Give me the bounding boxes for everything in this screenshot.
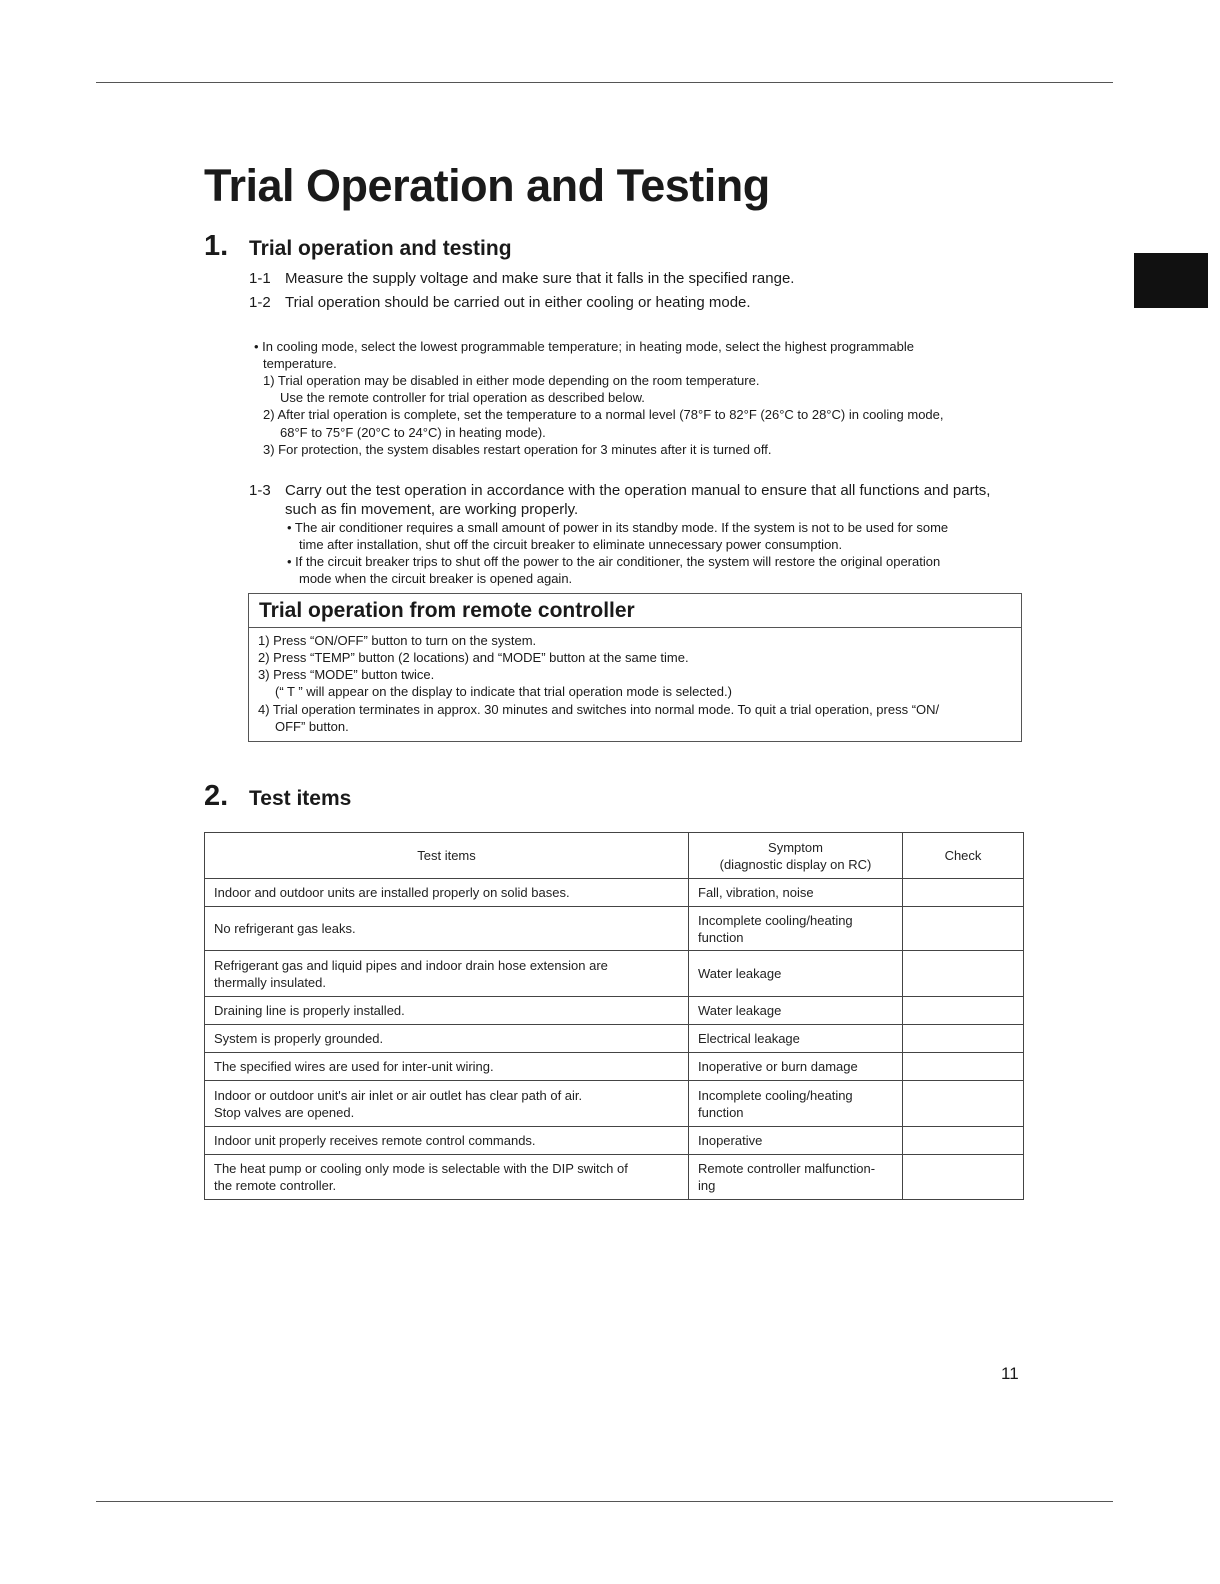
step-bullet: time after installation, shut off the circuit breaker to eliminate unnecessary power consumption.: [299, 537, 843, 552]
remote-trial-line: 2) Press “TEMP” button (2 locations) and “MODE” button at the same time.: [258, 650, 689, 665]
cell-line: Fall, vibration, noise: [698, 885, 814, 900]
step-bullet: mode when the circuit breaker is opened again.: [299, 571, 573, 586]
section-1-heading: [204, 230, 512, 263]
remote-trial-title: Trial operation from remote controller: [249, 594, 1021, 628]
symptom-cell: [689, 1155, 903, 1200]
symptom-cell: [689, 1025, 903, 1053]
symptom-cell: [689, 907, 903, 951]
step-1-3: [249, 482, 990, 499]
check-cell[interactable]: [903, 951, 1024, 997]
test-item-cell: [205, 1155, 689, 1200]
cell-line: Incomplete cooling/heating: [698, 912, 853, 928]
cell-line: Indoor unit properly receives remote control commands.: [214, 1133, 536, 1148]
cell-line: Inoperative or burn damage: [698, 1059, 858, 1074]
check-cell[interactable]: [903, 1127, 1024, 1155]
symptom-cell: [689, 879, 903, 907]
step-bullet: • The air conditioner requires a small amount of power in its standby mode. If the system is not to be used for some: [287, 520, 949, 535]
section-1-number: 1.: [204, 230, 229, 262]
cell-line: Incomplete cooling/heating: [698, 1087, 853, 1103]
table-row: [205, 997, 1024, 1025]
section-tab-marker: [1134, 253, 1208, 308]
step-bullet: • If the circuit breaker trips to shut off the power to the air conditioner, the system will restore the original operation: [287, 554, 941, 569]
test-item-cell: [205, 1053, 689, 1081]
symptom-cell: [689, 951, 903, 997]
header-test-items: Test items: [205, 833, 689, 879]
page-number: 11: [1001, 1364, 1019, 1383]
cell-line: Inoperative: [698, 1133, 763, 1148]
step-text: Trial operation should be carried out in either cooling or heating mode.: [285, 294, 751, 311]
cell-line: No refrigerant gas leaks.: [214, 921, 356, 936]
cell-line: Indoor and outdoor units are installed properly on solid bases.: [214, 885, 570, 900]
symptom-cell: [689, 1127, 903, 1155]
test-item-cell: [205, 1127, 689, 1155]
test-item-cell: [205, 1025, 689, 1053]
note-line: temperature.: [263, 356, 337, 371]
cell-line: Stop valves are opened.: [214, 1104, 355, 1120]
test-item-cell: [205, 997, 689, 1025]
step-number: 1-2: [249, 294, 271, 311]
cell-line: function: [698, 1104, 744, 1120]
section-2-number: 2.: [204, 780, 229, 812]
table-row: [205, 907, 1024, 951]
section-1-title: Trial operation and testing: [249, 237, 512, 260]
table-row: [205, 1053, 1024, 1081]
check-cell[interactable]: [903, 879, 1024, 907]
check-cell[interactable]: [903, 907, 1024, 951]
cell-line: Refrigerant gas and liquid pipes and indoor drain hose extension are: [214, 957, 608, 973]
table-row: [205, 1155, 1024, 1200]
table-row: [205, 879, 1024, 907]
remote-trial-line: (“ T ” will appear on the display to indicate that trial operation mode is selected.): [275, 684, 732, 699]
header-check: Check: [903, 833, 1024, 879]
header-symptom-line2: (diagnostic display on RC): [719, 856, 872, 872]
bottom-rule: [96, 1501, 1113, 1502]
remote-trial-box: [248, 593, 1022, 742]
remote-trial-line: 1) Press “ON/OFF” button to turn on the system.: [258, 633, 537, 648]
table-row: [205, 1081, 1024, 1127]
check-cell[interactable]: [903, 997, 1024, 1025]
cell-line: The specified wires are used for inter-unit wiring.: [214, 1059, 494, 1074]
step-number: 1-3: [249, 482, 271, 499]
step-number: 1-1: [249, 270, 271, 287]
remote-trial-line: 4) Trial operation terminates in approx. 30 minutes and switches into normal mode. To quit a trial operation, press “ON/: [258, 702, 940, 717]
cell-line: ing: [698, 1178, 716, 1193]
section-2-title: Test items: [249, 787, 352, 810]
symptom-cell: [689, 1053, 903, 1081]
top-rule: [96, 82, 1113, 83]
remote-trial-line: 3) Press “MODE” button twice.: [258, 667, 435, 682]
cell-line: Water leakage: [698, 966, 782, 981]
table-row: [205, 1127, 1024, 1155]
step-1-1: [249, 270, 794, 287]
note-line: 68°F to 75°F (20°C to 24°C) in heating mode).: [280, 425, 546, 440]
cell-line: Water leakage: [698, 1003, 782, 1018]
note-line: • In cooling mode, select the lowest programmable temperature; in heating mode, select the highest programmable: [254, 339, 914, 354]
header-symptom-line1: Symptom: [768, 839, 823, 855]
cell-line: Electrical leakage: [698, 1031, 800, 1046]
step-text: Measure the supply voltage and make sure that it falls in the specified range.: [285, 270, 795, 287]
check-cell[interactable]: [903, 1081, 1024, 1127]
test-item-cell: [205, 951, 689, 997]
check-cell[interactable]: [903, 1025, 1024, 1053]
page-title: Trial Operation and Testing: [204, 160, 770, 211]
test-item-cell: [205, 907, 689, 951]
cell-line: function: [698, 929, 744, 945]
cell-line: The heat pump or cooling only mode is selectable with the DIP switch of: [214, 1161, 628, 1176]
step-1-2: [249, 294, 751, 311]
note-line: 3) For protection, the system disables restart operation for 3 minutes after it is turned off.: [263, 442, 772, 457]
note-line: 2) After trial operation is complete, set the temperature to a normal level (78°F to 82°F (26°C to 28°C) in cooling mode,: [263, 407, 944, 422]
step-text-cont: such as fin movement, are working properly.: [285, 501, 579, 518]
remote-trial-line: OFF” button.: [275, 719, 349, 734]
cell-line: Indoor or outdoor unit's air inlet or air outlet has clear path of air.: [214, 1087, 583, 1103]
symptom-cell: [689, 1081, 903, 1127]
test-item-cell: [205, 879, 689, 907]
cell-line: the remote controller.: [214, 1178, 337, 1193]
note-line: 1) Trial operation may be disabled in either mode depending on the room temperature.: [263, 373, 760, 388]
check-cell[interactable]: [903, 1155, 1024, 1200]
check-cell[interactable]: [903, 1053, 1024, 1081]
cell-line: thermally insulated.: [214, 974, 326, 990]
test-item-cell: [205, 1081, 689, 1127]
cell-line: System is properly grounded.: [214, 1031, 384, 1046]
table-row: [205, 1025, 1024, 1053]
cell-line: Draining line is properly installed.: [214, 1003, 405, 1018]
header-symptom: [689, 833, 903, 879]
table-row: [205, 951, 1024, 997]
note-line: Use the remote controller for trial operation as described below.: [280, 390, 645, 405]
step-text: Carry out the test operation in accordance with the operation manual to ensure that all functions and parts,: [285, 482, 991, 499]
cell-line: Remote controller malfunction-: [698, 1161, 876, 1176]
table-header-row: [205, 833, 1024, 879]
symptom-cell: [689, 997, 903, 1025]
test-items-table: [204, 832, 1024, 1200]
section-2-heading: [204, 780, 351, 813]
